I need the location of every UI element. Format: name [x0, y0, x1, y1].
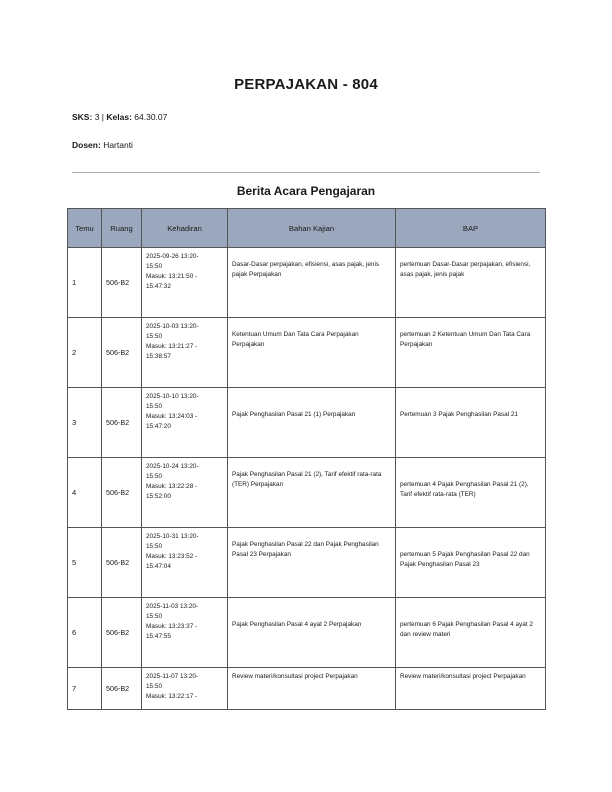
temu-cell	[68, 388, 102, 458]
ruang-value: 506-B2	[106, 628, 130, 637]
kehadiran-schedule-end: 15:50	[146, 683, 162, 690]
kelas-value: 64.30.07	[134, 112, 168, 122]
kehadiran-masuk: Masuk: 13:22:17 -	[146, 693, 198, 700]
temu-value: 3	[72, 418, 77, 427]
kehadiran-masuk: Masuk: 13:23:52 -	[146, 553, 198, 560]
kehadiran-schedule: 2025-11-03 13:20-	[146, 603, 199, 610]
bahan-kajian-text: Dasar-Dasar perpajakan, efisiensi, asas pajak, jenis pajak Perpajakan	[232, 261, 380, 278]
bahan-kajian-text: Pajak Penghasilan Pasal 21 (1) Perpajakan	[232, 411, 356, 418]
bahan-kajian-cell	[228, 668, 396, 710]
table-row	[68, 598, 546, 668]
kehadiran-keluar: 15:47:20	[146, 423, 171, 430]
kehadiran-masuk: Masuk: 13:22:28 -	[146, 483, 198, 490]
kehadiran-cell	[142, 318, 228, 388]
kehadiran-keluar: 15:47:04	[146, 563, 171, 570]
kehadiran-masuk: Masuk: 13:23:37 -	[146, 623, 198, 630]
col-header-bahan-kajian: Bahan Kajian	[228, 209, 396, 248]
kehadiran-schedule: 2025-09-26 13:20-	[146, 253, 199, 260]
bap-text: pertemuan 4 Pajak Penghasilan Pasal 21 (2), Tarif efektif rata-rata (TER)	[400, 481, 529, 498]
divider	[72, 172, 540, 173]
meta-separator: |	[101, 112, 105, 122]
bap-table	[67, 208, 546, 710]
bahan-kajian-cell	[228, 458, 396, 528]
kehadiran-cell	[142, 248, 228, 318]
ruang-value: 506-B2	[106, 684, 130, 693]
bap-text: pertemuan 2 Ketentuan Umum Dan Tata Cara Perpajakan	[400, 331, 531, 348]
col-header-kehadiran: Kehadiran	[142, 209, 228, 248]
temu-cell	[68, 528, 102, 598]
lecturer-meta	[72, 140, 133, 150]
kehadiran-schedule-end: 15:50	[146, 613, 162, 620]
temu-cell	[68, 598, 102, 668]
ruang-value: 506-B2	[106, 558, 130, 567]
ruang-cell	[102, 668, 142, 710]
bap-cell	[396, 458, 546, 528]
bahan-kajian-cell	[228, 528, 396, 598]
kehadiran-cell	[142, 668, 228, 710]
kehadiran-schedule-end: 15:50	[146, 473, 162, 480]
temu-value: 4	[72, 488, 77, 497]
bahan-kajian-text: Pajak Penghasilan Pasal 4 ayat 2 Perpajakan	[232, 621, 362, 628]
kehadiran-schedule: 2025-10-24 13:20-	[146, 463, 199, 470]
ruang-cell	[102, 598, 142, 668]
kehadiran-schedule-end: 15:50	[146, 333, 162, 340]
ruang-cell	[102, 248, 142, 318]
kehadiran-cell	[142, 458, 228, 528]
bahan-kajian-text: Pajak Penghasilan Pasal 22 dan Pajak Penghasilan Pasal 23 Perpajakan	[232, 541, 379, 558]
bahan-kajian-text: Pajak Penghasilan Pasal 21 (2), Tarif efektif rata-rata (TER) Perpajakan	[232, 471, 382, 488]
ruang-value: 506-B2	[106, 418, 130, 427]
col-header-bap: BAP	[396, 209, 546, 248]
dosen-value: Hartanti	[103, 140, 133, 150]
kehadiran-masuk: Masuk: 13:21:50 -	[146, 273, 198, 280]
temu-cell	[68, 248, 102, 318]
kehadiran-schedule: 2025-10-31 13:20-	[146, 533, 199, 540]
bap-text: Review materi/konsultasi project Perpajakan	[400, 673, 526, 680]
bap-text: pertemuan 6 Pajak Penghasilan Pasal 4 ayat 2 dan review materi	[400, 621, 533, 638]
table-row	[68, 528, 546, 598]
ruang-value: 506-B2	[106, 278, 130, 287]
bap-cell	[396, 318, 546, 388]
sks-value: 3	[94, 112, 100, 122]
temu-value: 6	[72, 628, 77, 637]
bahan-kajian-text: Review materi/konsultasi project Perpajakan	[232, 673, 358, 680]
temu-cell	[68, 318, 102, 388]
kehadiran-schedule: 2025-10-03 13:20-	[146, 323, 199, 330]
table-row	[68, 458, 546, 528]
section-title: Berita Acara Pengajaran	[236, 184, 376, 198]
table-row	[68, 248, 546, 318]
temu-value: 1	[72, 278, 77, 287]
kehadiran-keluar: 15:47:32	[146, 283, 171, 290]
bap-cell	[396, 598, 546, 668]
bap-text: pertemuan 5 Pajak Penghasilan Pasal 22 dan Pajak Penghasilan Pasal 23	[400, 551, 530, 568]
kehadiran-keluar: 15:47:55	[146, 633, 171, 640]
page-title: PERPAJAKAN - 804	[234, 76, 378, 93]
kehadiran-masuk: Masuk: 13:21:27 -	[146, 343, 198, 350]
col-header-temu: Temu	[68, 209, 102, 248]
kehadiran-schedule-end: 15:50	[146, 403, 162, 410]
bahan-kajian-cell	[228, 318, 396, 388]
bahan-kajian-cell	[228, 598, 396, 668]
bap-text: pertemuan Dasar-Dasar perpajakan, efisiensi, asas pajak, jenis pajak	[400, 261, 531, 278]
col-header-ruang: Ruang	[102, 209, 142, 248]
ruang-cell	[102, 528, 142, 598]
ruang-value: 506-B2	[106, 488, 130, 497]
bap-cell	[396, 528, 546, 598]
kehadiran-schedule-end: 15:50	[146, 543, 162, 550]
bahan-kajian-text: Ketentuan Umum Dan Tata Cara Perpajakan Perpajakan	[232, 331, 359, 348]
ruang-cell	[102, 318, 142, 388]
kehadiran-schedule-end: 15:50	[146, 263, 162, 270]
bahan-kajian-cell	[228, 388, 396, 458]
ruang-value: 506-B2	[106, 348, 130, 357]
kehadiran-cell	[142, 528, 228, 598]
table-row	[68, 388, 546, 458]
temu-cell	[68, 458, 102, 528]
kelas-label: Kelas:	[106, 112, 132, 122]
course-meta	[72, 112, 167, 122]
table-header-row	[68, 209, 546, 248]
temu-cell	[68, 668, 102, 710]
table-row	[68, 668, 546, 710]
bap-text: Pertemuan 3 Pajak Penghasilan Pasal 21	[400, 411, 518, 418]
dosen-label: Dosen:	[72, 140, 101, 150]
sks-label: SKS:	[72, 112, 93, 122]
bahan-kajian-cell	[228, 248, 396, 318]
kehadiran-schedule: 2025-10-10 13:20-	[146, 393, 199, 400]
kehadiran-masuk: Masuk: 13:24:03 -	[146, 413, 198, 420]
ruang-cell	[102, 458, 142, 528]
bap-cell	[396, 248, 546, 318]
kehadiran-cell	[142, 388, 228, 458]
kehadiran-keluar: 15:52:00	[146, 493, 171, 500]
bap-cell	[396, 388, 546, 458]
temu-value: 2	[72, 348, 77, 357]
temu-value: 7	[72, 684, 77, 693]
kehadiran-schedule: 2025-11-07 13:20-	[146, 673, 199, 680]
kehadiran-cell	[142, 598, 228, 668]
ruang-cell	[102, 388, 142, 458]
table-row	[68, 318, 546, 388]
temu-value: 5	[72, 558, 77, 567]
kehadiran-keluar: 15:38:57	[146, 353, 171, 360]
bap-cell	[396, 668, 546, 710]
